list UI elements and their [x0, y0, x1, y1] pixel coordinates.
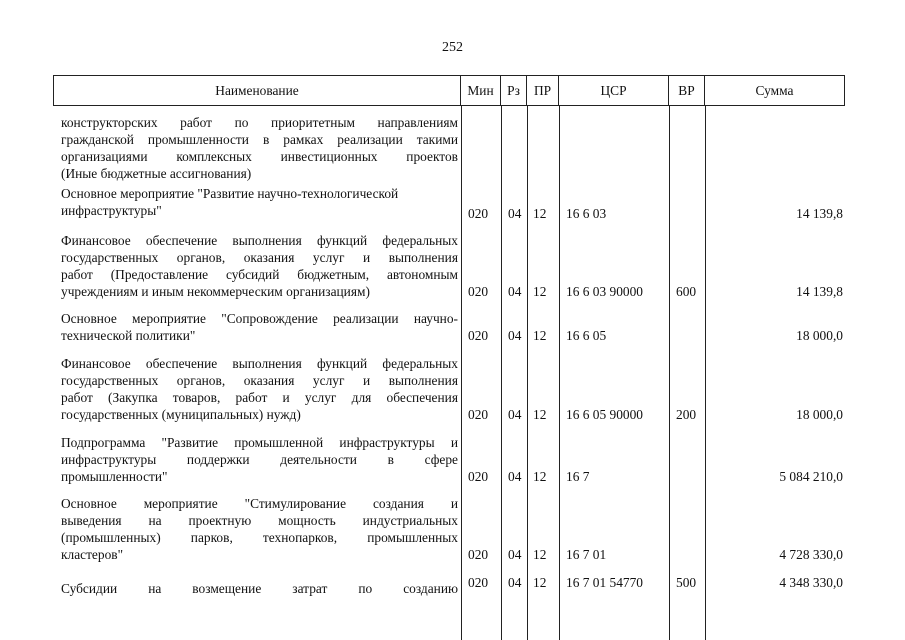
- row-name-line: конструкторских работ по приоритетным направлениям: [61, 115, 458, 130]
- header-rz: Рз: [501, 75, 527, 106]
- row-name-line: Субсидии на возмещение затрат по созданию: [61, 581, 458, 596]
- row-name-line: (промышленных) парков, технопарков, промышленных: [61, 530, 458, 545]
- row-csr: 16 7 01 54770: [566, 575, 643, 590]
- row-name-line: (Иные бюджетные ассигнования): [61, 166, 252, 181]
- row-sum: 18 000,0: [796, 407, 843, 422]
- header-name: Наименование: [53, 75, 461, 106]
- row-vr: 500: [676, 575, 697, 590]
- row-rz: 04: [508, 284, 522, 299]
- row-sum: 14 139,8: [796, 284, 843, 299]
- header-csr: ЦСР: [559, 75, 669, 106]
- column-divider: [527, 106, 528, 640]
- column-divider: [559, 106, 560, 640]
- header-vr: ВР: [669, 75, 705, 106]
- row-name-line: кластеров": [61, 547, 124, 562]
- row-name-line: учреждениям и иным некоммерческим организациям): [61, 284, 370, 299]
- row-rz: 04: [508, 469, 522, 484]
- row-min: 020: [468, 547, 489, 562]
- row-name-line: Основное мероприятие "Сопровождение реализации научно-: [61, 311, 458, 326]
- page-number: 252: [442, 40, 463, 55]
- row-csr: 16 6 03 90000: [566, 284, 643, 299]
- row-csr: 16 6 05 90000: [566, 407, 643, 422]
- row-name-line: Основное мероприятие "Развитие научно-технологической: [61, 186, 399, 201]
- row-name: [61, 495, 458, 563]
- row-sum: 5 084 210,0: [779, 469, 843, 484]
- row-name-line: инфраструктуры поддержки деятельности в сфере: [61, 452, 458, 467]
- header-sum: Сумма: [705, 75, 845, 106]
- row-name-line: работ (Закупка товаров, работ и услуг для обеспечения: [61, 390, 458, 405]
- row-name: [61, 434, 458, 485]
- row-pr: 12: [533, 575, 547, 590]
- row-csr: 16 6 03: [566, 206, 607, 221]
- row-pr: 12: [533, 206, 547, 221]
- row-min: 020: [468, 206, 489, 221]
- row-min: 020: [468, 407, 489, 422]
- row-sum: 4 348 330,0: [779, 575, 843, 590]
- row-min: 020: [468, 575, 489, 590]
- row-name: [61, 232, 458, 300]
- column-divider: [705, 106, 706, 640]
- row-name: [61, 580, 458, 597]
- row-min: 020: [468, 284, 489, 299]
- row-name-line: гражданской промышленности в рамках реализации такими: [61, 132, 458, 147]
- column-divider: [461, 106, 462, 640]
- row-name-line: государственных (муниципальных) нужд): [61, 407, 301, 422]
- row-csr: 16 6 05: [566, 328, 607, 343]
- row-name-line: Финансовое обеспечение выполнения функций федеральных: [61, 233, 458, 248]
- column-divider: [669, 106, 670, 640]
- row-name-line: технической политики": [61, 328, 196, 343]
- row-name-line: государственных органов, оказания услуг и выполнения: [61, 250, 458, 265]
- row-vr: 200: [676, 407, 697, 422]
- row-name: [61, 114, 458, 182]
- row-pr: 12: [533, 328, 547, 343]
- row-name: [61, 355, 458, 423]
- row-name: [61, 185, 458, 219]
- row-pr: 12: [533, 407, 547, 422]
- row-csr: 16 7 01: [566, 547, 607, 562]
- row-rz: 04: [508, 206, 522, 221]
- row-rz: 04: [508, 547, 522, 562]
- header-min: Мин: [461, 75, 501, 106]
- row-min: 020: [468, 469, 489, 484]
- row-csr: 16 7: [566, 469, 590, 484]
- row-name-line: государственных органов, оказания услуг и выполнения: [61, 373, 458, 388]
- row-min: 020: [468, 328, 489, 343]
- row-name-line: работ (Предоставление субсидий бюджетным, автономным: [61, 267, 458, 282]
- row-name: [61, 310, 458, 344]
- row-name-line: Основное мероприятие "Стимулирование создания и: [61, 496, 458, 511]
- row-name-line: Подпрограмма "Развитие промышленной инфраструктуры и: [61, 435, 458, 450]
- row-name-line: организациями комплексных инвестиционных проектов: [61, 149, 458, 164]
- row-name-line: промышленности": [61, 469, 168, 484]
- row-pr: 12: [533, 547, 547, 562]
- header-pr: ПР: [527, 75, 559, 106]
- row-vr: 600: [676, 284, 697, 299]
- row-name-line: выведения на проектную мощность индустриальных: [61, 513, 458, 528]
- row-rz: 04: [508, 575, 522, 590]
- row-sum: 18 000,0: [796, 328, 843, 343]
- row-name-line: Финансовое обеспечение выполнения функций федеральных: [61, 356, 458, 371]
- column-divider: [501, 106, 502, 640]
- row-sum: 4 728 330,0: [779, 547, 843, 562]
- row-pr: 12: [533, 284, 547, 299]
- row-rz: 04: [508, 407, 522, 422]
- row-rz: 04: [508, 328, 522, 343]
- row-name-line: инфраструктуры": [61, 203, 162, 218]
- row-pr: 12: [533, 469, 547, 484]
- row-sum: 14 139,8: [796, 206, 843, 221]
